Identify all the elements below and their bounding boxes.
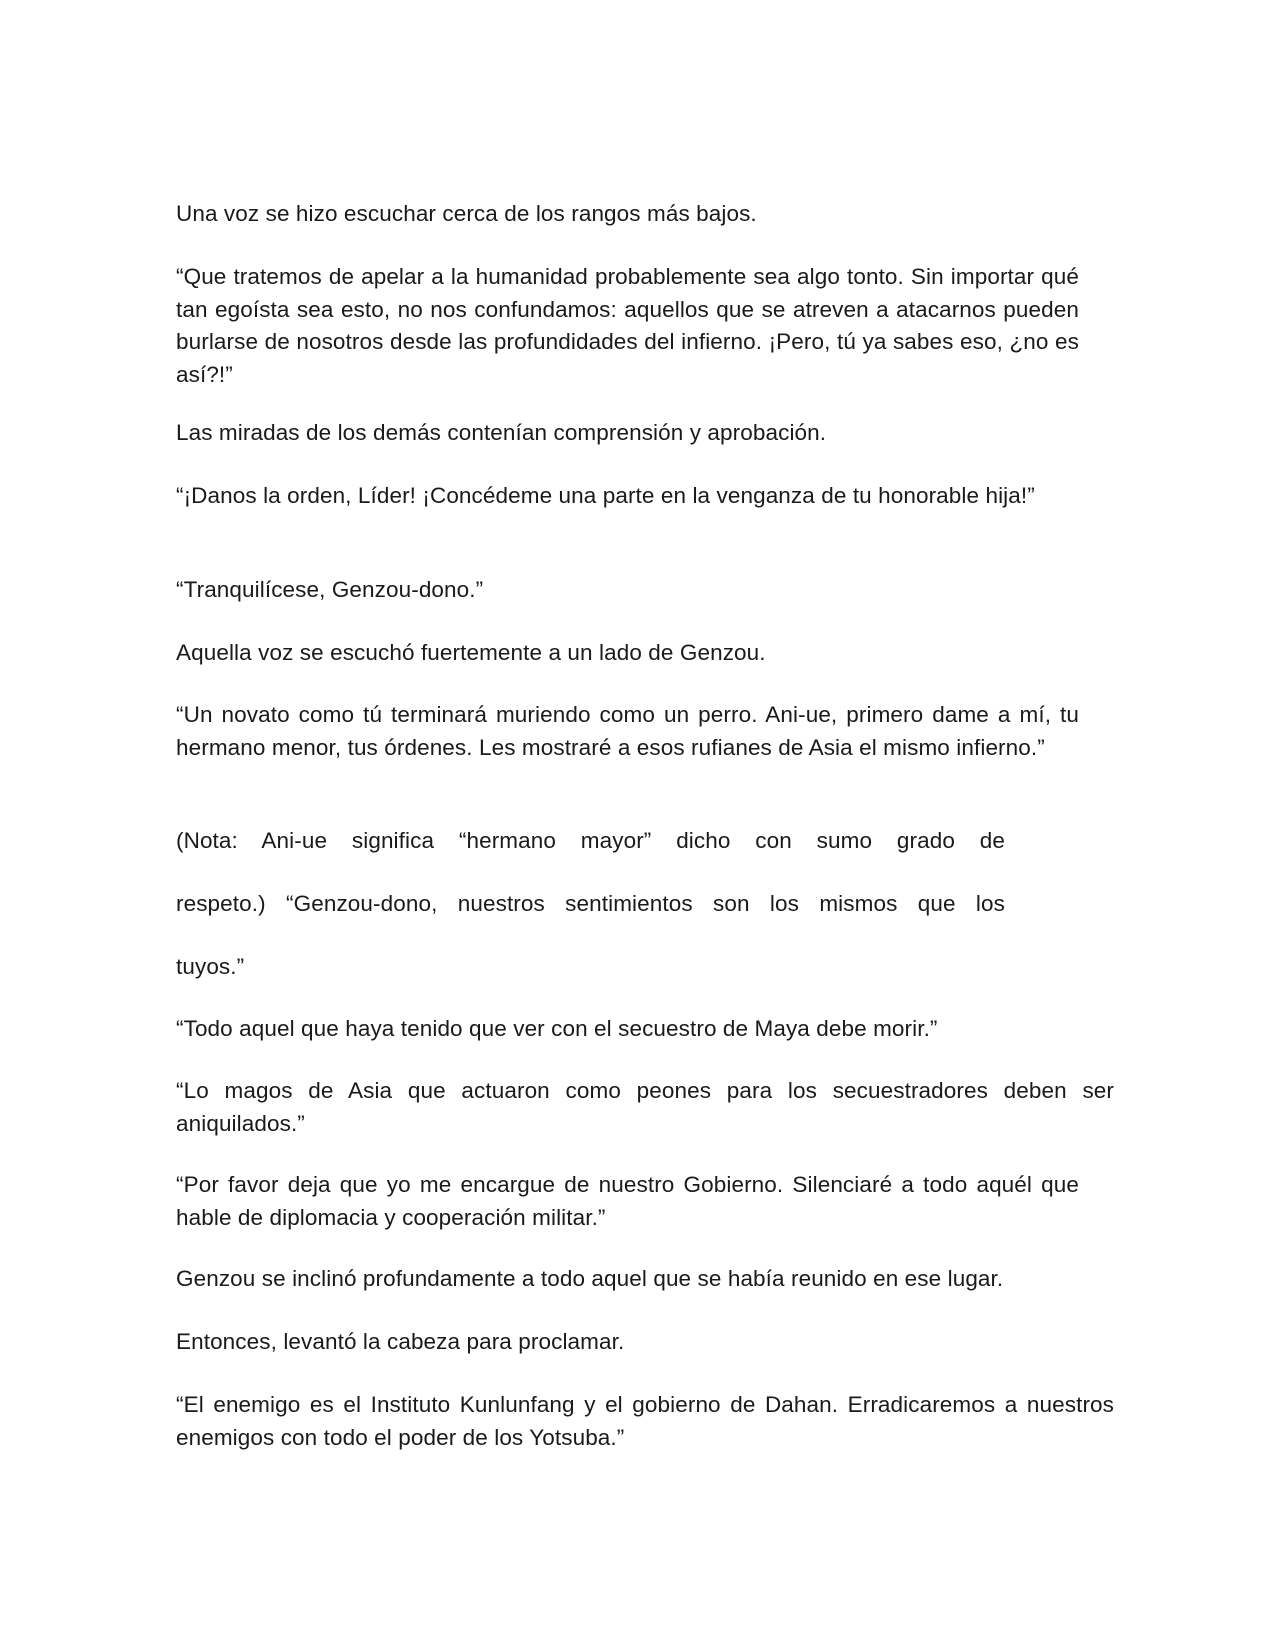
note-line-2: respeto.) “Genzou-dono, nuestros sentimientos son los mismos que los bbox=[176, 891, 1005, 916]
note-line-1: (Nota: Ani-ue significa “hermano mayor” dicho con sumo grado de bbox=[176, 828, 1005, 853]
paragraph-9: “Lo magos de Asia que actuaron como peones para los secuestradores deben ser aniquilados.” bbox=[176, 1078, 1114, 1136]
paragraph-5: “Tranquilícese, Genzou-dono.” bbox=[176, 577, 484, 602]
paragraph-10: “Por favor deja que yo me encargue de nuestro Gobierno. Silenciaré a todo aquél que hable de diplomacia y cooperación militar.” bbox=[176, 1172, 1079, 1230]
paragraph-12: Entonces, levantó la cabeza para proclamar. bbox=[176, 1329, 625, 1354]
paragraph-4: “¡Danos la orden, Líder! ¡Concédeme una parte en la venganza de tu honorable hija!” bbox=[176, 483, 1035, 508]
paragraph-1: Una voz se hizo escuchar cerca de los rangos más bajos. bbox=[176, 201, 757, 226]
paragraph-2: “Que tratemos de apelar a la humanidad probablemente sea algo tonto. Sin importar qué tan egoísta sea esto, no nos confundamos: aquellos que se atreven a atacarnos pueden burlarse de nosotros desde las profundidades del infierno. ¡Pero, tú ya sabes eso, ¿no es así?!” bbox=[176, 264, 1079, 387]
paragraph-7: “Un novato como tú terminará muriendo como un perro. Ani-ue, primero dame a mí, tu hermano menor, tus órdenes. Les mostraré a esos rufianes de Asia el mismo infierno.” bbox=[176, 702, 1079, 760]
paragraph-6: Aquella voz se escuchó fuertemente a un lado de Genzou. bbox=[176, 640, 766, 665]
note-line-3: tuyos.” bbox=[176, 954, 245, 979]
paragraph-13: “El enemigo es el Instituto Kunlunfang y el gobierno de Dahan. Erradicaremos a nuestros enemigos con todo el poder de los Yotsuba.” bbox=[176, 1392, 1114, 1450]
paragraph-3: Las miradas de los demás contenían comprensión y aprobación. bbox=[176, 420, 827, 445]
paragraph-11: Genzou se inclinó profundamente a todo aquel que se había reunido en ese lugar. bbox=[176, 1266, 1004, 1291]
paragraph-8: “Todo aquel que haya tenido que ver con el secuestro de Maya debe morir.” bbox=[176, 1016, 938, 1041]
